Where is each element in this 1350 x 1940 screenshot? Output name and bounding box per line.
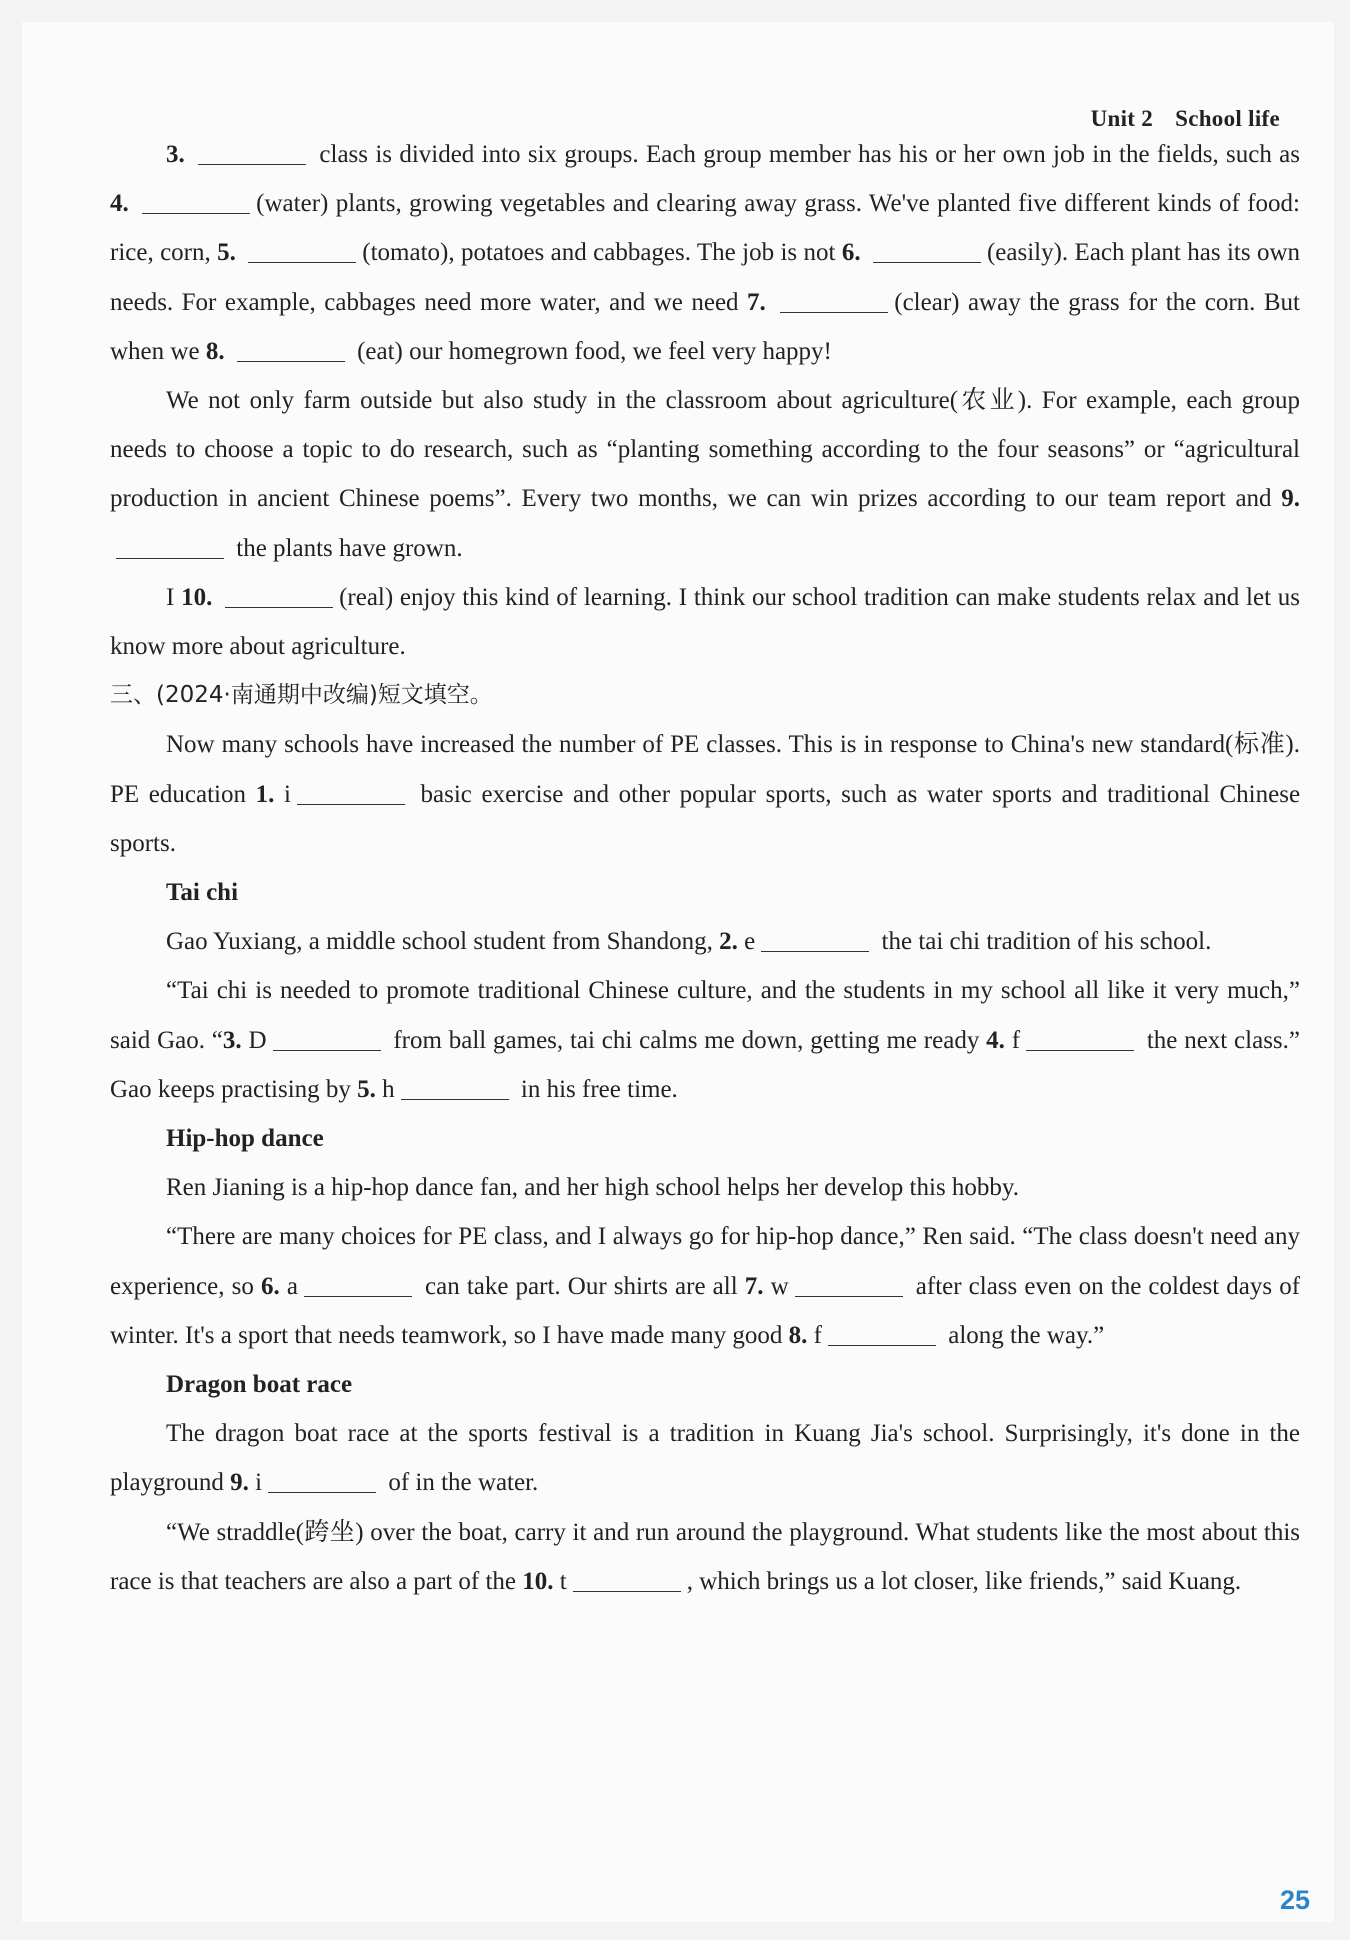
answer-blank[interactable] (761, 925, 869, 952)
item-number: 8. (788, 1321, 808, 1349)
item-number: 1. (255, 780, 275, 808)
item-number: 6. (841, 239, 861, 267)
paragraph: Now many schools have increased the number of PE classes. This is in response to China's new standard(标准). PE education 1. i basic exercise and other popular sports, such as water sports and traditional Chinese sports. (110, 731, 1301, 857)
item-number: 4. (986, 1026, 1005, 1054)
answer-blank[interactable] (116, 531, 224, 558)
answer-blank[interactable] (198, 138, 306, 165)
unit-title: School life (1175, 106, 1280, 131)
item-number: 8. (205, 337, 225, 365)
item-number: 9. (230, 1469, 249, 1497)
answer-blank[interactable] (573, 1565, 681, 1592)
running-header (1091, 106, 1280, 132)
item-number: 3. (222, 1026, 242, 1054)
first-letter-hint: e (744, 928, 756, 956)
answer-blank[interactable] (248, 236, 356, 263)
paragraph: Ren Jianing is a hip-hop dance fan, and her high school helps her develop this hobby. (166, 1174, 1020, 1202)
paragraph: Gao Yuxiang, a middle school student from Shandong, 2. e the tai chi tradition of his school. (110, 917, 1300, 966)
answer-blank[interactable] (780, 285, 888, 312)
item-number: 2. (719, 928, 738, 956)
first-letter-hint: f (813, 1321, 822, 1349)
answer-blank[interactable] (304, 1269, 412, 1296)
answer-blank[interactable] (873, 236, 981, 263)
item-number: 3. (166, 141, 185, 168)
paragraph: We not only farm outside but also study in the classroom about agriculture(农业). For example, each group needs to choose a topic to do research, such as “planting something according to the four seasons” or “agricultural production in ancient Chinese poems”. Every two months, we can win prizes according to our team report and 9. the plants have grown. (110, 387, 1300, 562)
paragraph: I 10. (real) enjoy this kind of learning. I think our school tradition can make students relax and let us know more about agriculture. (110, 573, 1300, 671)
item-number: 5. (357, 1075, 376, 1103)
first-letter-hint: t (559, 1567, 567, 1595)
first-letter-hint: w (770, 1272, 789, 1300)
first-letter-hint: i (255, 1469, 263, 1497)
item-number: 7. (744, 1272, 764, 1300)
answer-blank[interactable] (401, 1073, 509, 1100)
item-number: 9. (1281, 485, 1300, 513)
answer-blank[interactable] (142, 187, 250, 214)
paragraph: 3. class is divided into six groups. Each group member has his or her own job in the fields, such as 4. (water) plants, growing vegetables and clearing away grass. We've planted five different kinds of food: rice, corn, 5. (tomato), potatoes and cabbages. The job is not 6. (easily). Each plant has its own needs. For example, cabbages need more water, and we need 7. (clear) away the grass for the corn. But when we 8. (eat) our homegrown food, we feel very happy! (110, 130, 1300, 376)
subheading-hip-hop: Hip-hop dance (166, 1125, 324, 1153)
subheading-dragon-boat: Dragon boat race (166, 1371, 353, 1399)
section-title: 三、(2024·南通期中改编)短文填空。 (110, 682, 493, 709)
paragraph: “There are many choices for PE class, and I always go for hip-hop dance,” Ren said. “The class doesn't need any experience, so 6. a can take part. Our shirts are all 7. w after class even on the coldest days of winter. It's a sport that needs teamwork, so I have made many good 8. f along the way.” (110, 1223, 1301, 1349)
paragraph: “We straddle(跨坐) over the boat, carry it and run around the playground. What students like the most about this race is that teachers are also a part of the 10. t , which brings us a lot closer, like friends,” said Kuang. (110, 1518, 1300, 1595)
first-letter-hint: D (248, 1026, 267, 1054)
item-number: 6. (260, 1272, 280, 1300)
first-letter-hint: h (382, 1075, 395, 1103)
item-number: 4. (110, 190, 129, 218)
item-number: 10. (181, 583, 213, 611)
answer-blank[interactable] (273, 1023, 381, 1050)
answer-blank[interactable] (297, 777, 405, 804)
item-number: 5. (217, 239, 236, 267)
answer-blank[interactable] (828, 1319, 936, 1346)
page-body (110, 130, 1300, 1606)
item-number: 7. (747, 288, 766, 316)
paragraph: The dragon boat race at the sports festival is a tradition in Kuang Jia's school. Surprisingly, it's done in the playground 9. i of in the water. (110, 1420, 1300, 1497)
answer-blank[interactable] (225, 581, 333, 608)
answer-blank[interactable] (795, 1269, 903, 1296)
subheading-tai-chi: Tai chi (166, 879, 239, 907)
first-letter-hint: f (1011, 1026, 1021, 1054)
first-letter-hint: i (283, 780, 291, 808)
paragraph: “Tai chi is needed to promote traditional Chinese culture, and the students in my school all like it very much,” said Gao. “3. D from ball games, tai chi calms me down, getting me ready 4. f the next class.” Gao keeps practising by 5. h in his free time. (110, 977, 1300, 1103)
item-number: 10. (522, 1567, 554, 1595)
answer-blank[interactable] (237, 335, 345, 362)
first-letter-hint: a (286, 1272, 298, 1300)
unit-label: Unit 2 (1090, 106, 1154, 131)
page-number: 25 (1279, 1885, 1310, 1915)
answer-blank[interactable] (1026, 1023, 1134, 1050)
answer-blank[interactable] (268, 1466, 376, 1493)
